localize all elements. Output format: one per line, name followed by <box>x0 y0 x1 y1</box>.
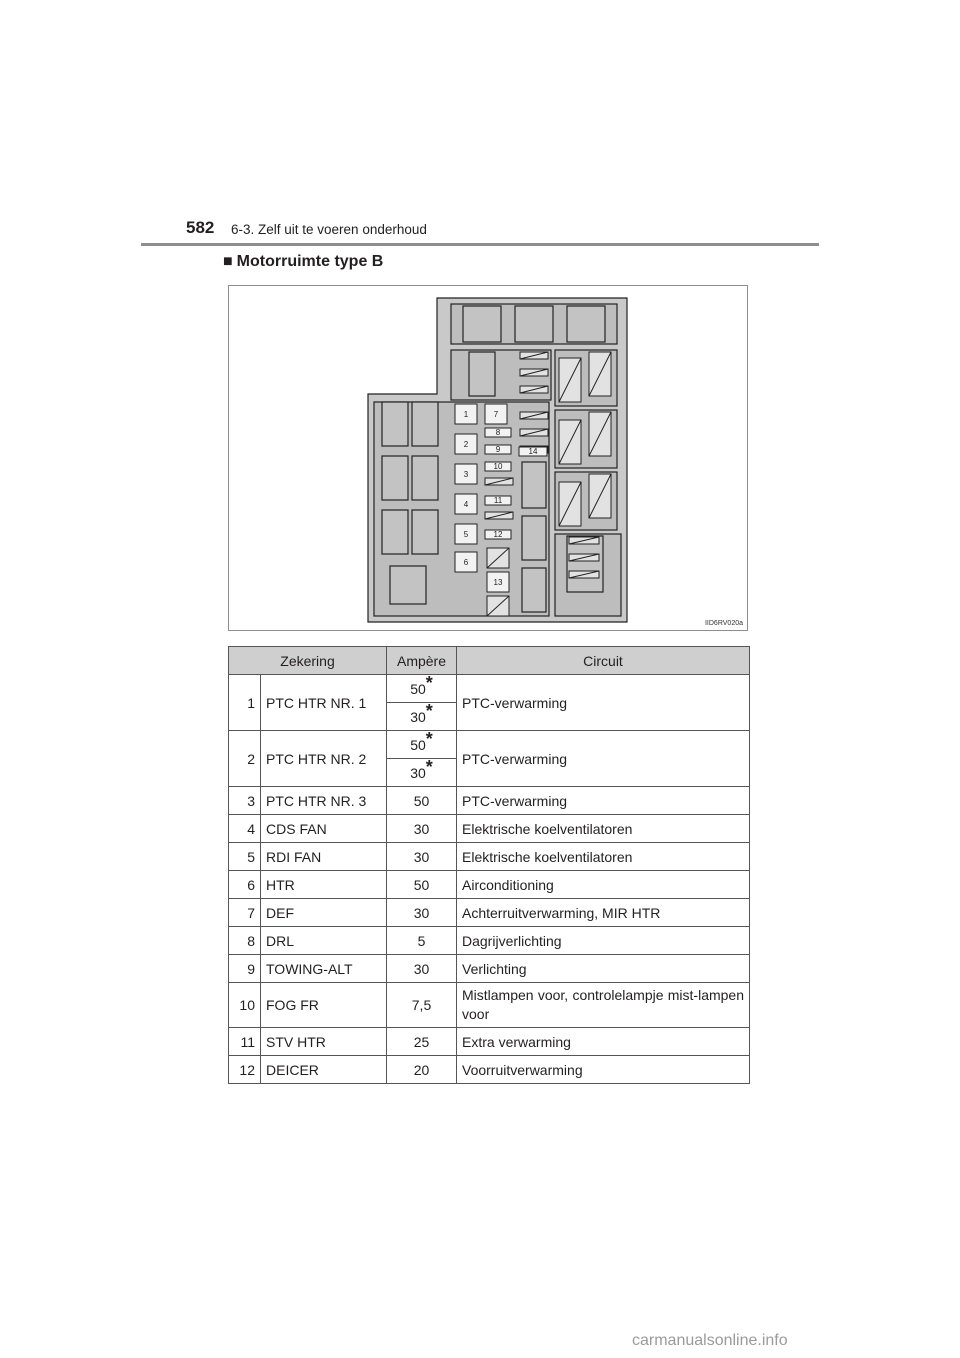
fuse-label-10: 10 <box>493 462 503 471</box>
fuse-name: DEF <box>261 899 387 927</box>
table-row <box>229 955 750 983</box>
fuse-circuit: Extra verwarming <box>457 1028 750 1056</box>
section-title: 6-3. Zelf uit te voeren onderhoud <box>231 222 427 237</box>
fuse-name: HTR <box>261 871 387 899</box>
fuse-circuit: Elektrische koelventilatoren <box>457 815 750 843</box>
fuse-ampere: 30 <box>387 955 457 983</box>
fuse-label-9: 9 <box>495 445 501 454</box>
fuse-circuit: Voorruitverwarming <box>457 1056 750 1084</box>
header-divider <box>141 243 819 246</box>
footnote-mark: * <box>425 756 433 777</box>
page-number: 582 <box>186 218 215 237</box>
fuse-label-7: 7 <box>493 410 499 419</box>
fuse-name: RDI FAN <box>261 843 387 871</box>
fuse-label-4: 4 <box>463 500 469 509</box>
fuse-name: FOG FR <box>261 983 387 1028</box>
fuse-number: 1 <box>229 675 261 731</box>
fuse-name: DEICER <box>261 1056 387 1084</box>
fuse-number: 5 <box>229 843 261 871</box>
fuse-label-13: 13 <box>493 578 503 587</box>
heading-title: Motorruimte type B <box>236 253 384 270</box>
table-row <box>229 1056 750 1084</box>
fuse-circuit: PTC-verwarming <box>457 787 750 815</box>
table-row <box>229 871 750 899</box>
column-header-zekering: Zekering <box>229 647 387 675</box>
fuse-circuit: Airconditioning <box>457 871 750 899</box>
fuse-circuit: Verlichting <box>457 955 750 983</box>
fuse-name: CDS FAN <box>261 815 387 843</box>
fuse-name: DRL <box>261 927 387 955</box>
fuse-name: PTC HTR NR. 1 <box>261 675 387 731</box>
table-row <box>229 843 750 871</box>
fuse-ampere: 30 <box>387 899 457 927</box>
fuse-circuit: PTC-verwarming <box>457 675 750 731</box>
fuse-number: 9 <box>229 955 261 983</box>
watermark: carmanualsonline.info <box>632 1332 788 1349</box>
fuse-name: STV HTR <box>261 1028 387 1056</box>
fuse-name: TOWING-ALT <box>261 955 387 983</box>
fuse-number: 6 <box>229 871 261 899</box>
fuse-number: 11 <box>229 1028 261 1056</box>
fuse-ampere-alt: 30* <box>387 759 457 787</box>
fuse-circuit: Dagrijverlichting <box>457 927 750 955</box>
fuse-ampere: 30 <box>387 815 457 843</box>
table-row <box>229 927 750 955</box>
fuse-number: 12 <box>229 1056 261 1084</box>
table-row <box>229 675 750 703</box>
fuse-circuit: Elektrische koelventilatoren <box>457 843 750 871</box>
fuse-label-6: 6 <box>463 558 469 567</box>
fuse-label-3: 3 <box>463 470 469 479</box>
square-bullet-icon: ■ <box>223 253 233 270</box>
fuse-label-5: 5 <box>463 530 469 539</box>
footnote-mark: * <box>425 672 433 693</box>
fuse-ampere: 50 <box>387 871 457 899</box>
table-row <box>229 983 750 1028</box>
heading <box>223 253 383 271</box>
fuse-ampere: 5 <box>387 927 457 955</box>
fuse-name: PTC HTR NR. 3 <box>261 787 387 815</box>
fuse-number: 2 <box>229 731 261 787</box>
fuse-ampere: 25 <box>387 1028 457 1056</box>
fuse-ampere: 50 <box>387 787 457 815</box>
fuse-label-12: 12 <box>493 530 503 539</box>
table-row <box>229 787 750 815</box>
fuse-number: 10 <box>229 983 261 1028</box>
fuse-circuit: Achterruitverwarming, MIR HTR <box>457 899 750 927</box>
fuse-label-8: 8 <box>495 428 501 437</box>
fuse-box-diagram <box>228 285 748 631</box>
fuse-ampere: 50* <box>387 675 457 703</box>
fuse-circuit: PTC-verwarming <box>457 731 750 787</box>
column-header-circuit: Circuit <box>457 647 750 675</box>
fuse-ampere: 20 <box>387 1056 457 1084</box>
fuse-ampere: 7,5 <box>387 983 457 1028</box>
fuse-label-11: 11 <box>493 496 503 505</box>
fuse-number: 7 <box>229 899 261 927</box>
fuse-number: 3 <box>229 787 261 815</box>
fuse-name: PTC HTR NR. 2 <box>261 731 387 787</box>
fuse-table <box>228 646 750 1084</box>
table-row <box>229 899 750 927</box>
fuse-ampere: 50* <box>387 731 457 759</box>
fuse-ampere: 30 <box>387 843 457 871</box>
footnote-mark: * <box>425 700 433 721</box>
table-row <box>229 731 750 759</box>
column-header-ampere: Ampère <box>387 647 457 675</box>
fuse-label-1: 1 <box>463 410 469 419</box>
fuse-ampere-alt: 30* <box>387 703 457 731</box>
table-header-row <box>229 647 750 675</box>
fuse-number: 4 <box>229 815 261 843</box>
fuse-number: 8 <box>229 927 261 955</box>
fuse-circuit: Mistlampen voor, controlelampje mist-lampen voor <box>457 983 750 1028</box>
fuse-label-14: 14 <box>528 447 538 456</box>
fuse-label-2: 2 <box>463 440 469 449</box>
figure-code: IID6RV020a <box>704 620 743 627</box>
footnote-mark: * <box>425 728 433 749</box>
table-row <box>229 1028 750 1056</box>
fuse-box-drawing <box>229 286 749 632</box>
table-row <box>229 815 750 843</box>
